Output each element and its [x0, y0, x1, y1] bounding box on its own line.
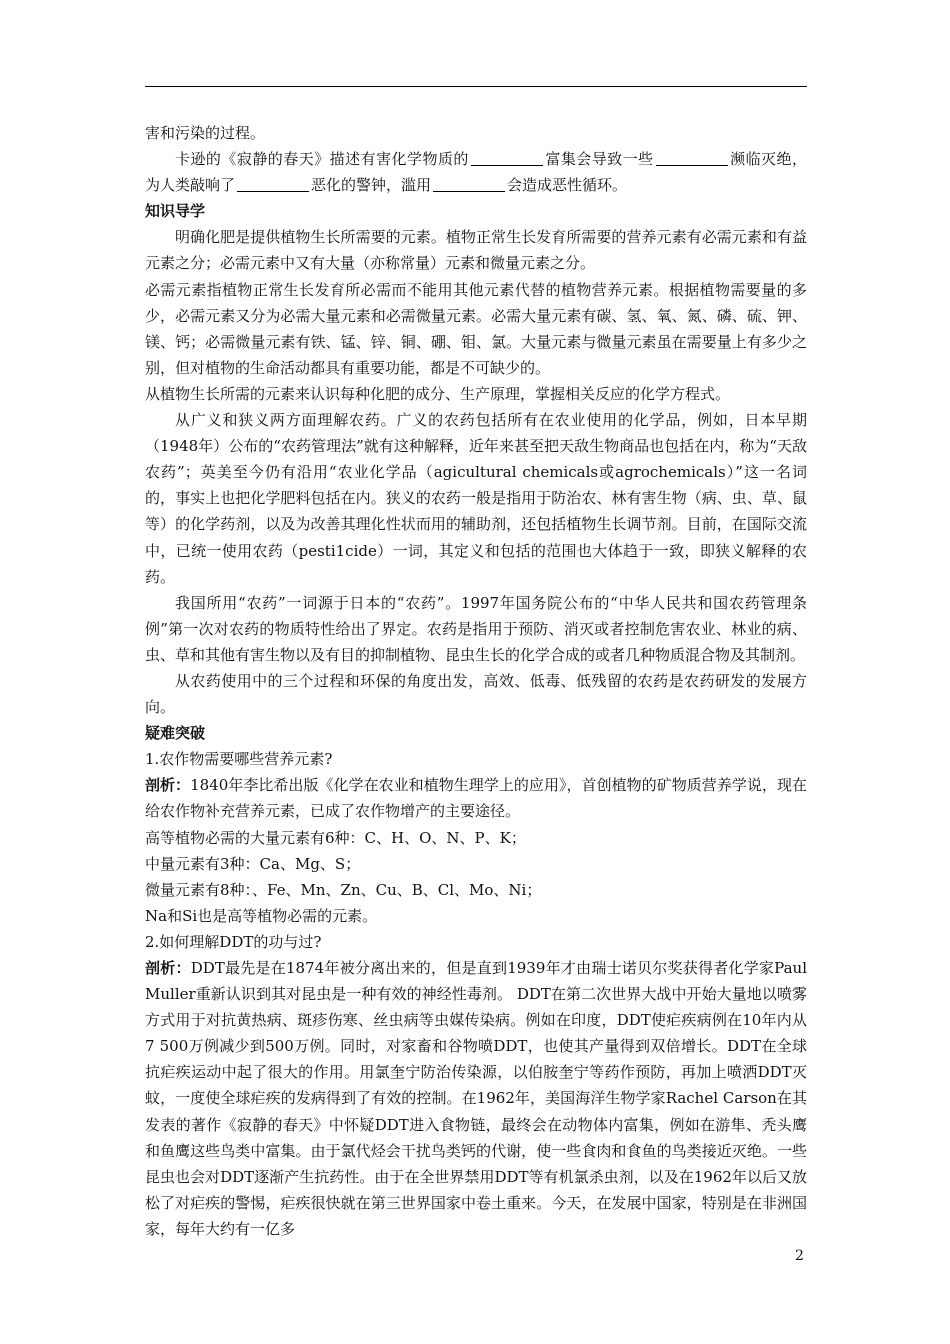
blank-1[interactable]: [471, 150, 543, 166]
paragraph-pesticide-origin: 我国所用“农药”一词源于日本的“农药”。1997年国务院公布的“中华人民共和国农药管理条例”第一次对农药的物质特性给出了界定。农药是指用于预防、消灭或者控制危害农业、林业的病、虫、草和其他有害生物以及有目的抑制植物、昆虫生长的化学合成的或者几种物质混合物及其制剂。: [145, 593, 807, 664]
list-line-macro-elements: 高等植物必需的大量元素有6种：C、H、O、N、P、K；: [145, 828, 526, 847]
question-1: 1.农作物需要哪些营养元素?: [145, 750, 333, 769]
paragraph-continuation: 害和污染的过程。: [145, 124, 266, 142]
section-heading-difficulties: 疑难突破: [145, 724, 206, 743]
fill-in-blank-paragraph: 卡逊的《寂静的春天》描述有害化学物质的 富集会导致一些 濒临灭绝，为人类敲响了 恶化的警钟，滥用 会造成恶性循环。: [145, 150, 807, 195]
blank-4[interactable]: [433, 176, 505, 192]
page-number: 2: [795, 1248, 804, 1264]
blank-2[interactable]: [656, 150, 728, 166]
paragraph-fertilizer-elements: 明确化肥是提供植物生长所需要的元素。植物正常生长发育所需要的营养元素有必需元素和有益元素之分；必需元素中又有大量（亦称常量）元素和微量元素之分。: [145, 228, 807, 273]
body-text: [145, 120, 807, 1242]
paragraph-pesticide-definition: 从广义和狭义两方面理解农药。广义的农药包括所有在农业使用的化学品，例如，日本早期（1948年）公布的“农药管理法”就有这种解释，近年来甚至把天敌生物商品也包括在内，称为“天敌农药”；英美至今仍有沿用“农业化学品（agicultural chemicals或agrochemicals）”这一名词的，事实上也把化学肥料包括在内。狭义的农药一般是指用于防治农、林有害生物（病、虫、草、鼠等）的化学药剂，以及为改善其理化性状而用的辅助剂，还包括植物生长调节剂。目前，在国际交流中，已统一使用农药（pesti1cide）一词，其定义和包括的范围也大体趋于一致，即狭义解释的农药。: [145, 411, 807, 586]
analysis-label: 剖析：: [145, 776, 191, 795]
paragraph-essential-elements: 必需元素指植物正常生长发育所必需而不能用其他元素代替的植物营养元素。根据植物需要量的多少，必需元素又分为必需大量元素和必需微量元素。必需大量元素有碳、氢、氧、氮、磷、硫、钾、镁、钙；必需微量元素有铁、锰、锌、铜、硼、钼、氯。大量元素与微量元素虽在需要量上有多少之别，但对植物的生命活动都具有重要功能，都是不可缺少的。: [145, 280, 807, 377]
list-line-na-si: Na和Si也是高等植物必需的元素。: [145, 906, 378, 925]
header-rule: [145, 86, 807, 87]
question-2: 2.如何理解DDT的功与过?: [145, 932, 322, 951]
answer-2: 剖析：DDT最先是在1874年被分离出来的，但是直到1939年才由瑞士诺贝尔奖获得者化学家Paul Muller重新认识到其对昆虫是一种有效的神经性毒剂。 DDT在第二次世界大战中开始大量地以喷雾方式用于对抗黄热病、斑疹伤寒、丝虫病等虫媒传染病。例如在印度，DDT使疟疾病例在10年内从7 500万例减少到500万例。同时，对家畜和谷物喷DDT，也使其产量得到双倍增长。DDT在全球抗疟疾运动中起了很大的作用。用氯奎宁防治传染源，以伯胺奎宁等药作预防，再加上喷洒DDT灭蚊，一度使全球疟疾的发病得到了有效的控制。在1962年，美国海洋生物学家Rachel Carson在其发表的著作《寂静的春天》中怀疑DDT进入食物链，最终会在动物体内富集，例如在游隼、秃头鹰和鱼鹰这些鸟类中富集。由于氯代烃会干扰鸟类钙的代谢，使一些食肉和食鱼的鸟类接近灭绝。一些昆虫也会对DDT逐渐产生抗药性。由于在全世界禁用DDT等有机氯杀虫剂，以及在1962年以后又放松了对疟疾的警惕，疟疾很快就在第三世界国家中卷土重来。今天，在发展中国家，特别是在非洲国家，每年大约有一亿多: [145, 959, 807, 1238]
analysis-label: 剖析：: [145, 959, 191, 977]
list-line-micro-elements: 微量元素有8种：、Fe、Mn、Zn、Cu、B、Cl、Mo、Ni；: [145, 880, 542, 899]
blank-3[interactable]: [237, 176, 309, 192]
answer-1: 剖析：1840年李比希出版《化学在农业和植物生理学上的应用》，首创植物的矿物质营养学说，现在给农作物补充营养元素，已成了农作物增产的主要途径。: [145, 776, 807, 821]
section-heading-knowledge-guide: 知识导学: [145, 202, 206, 221]
paragraph-fertilizer-composition: 从植物生长所需的元素来认识每种化肥的成分、生产原理，掌握相关反应的化学方程式。: [145, 384, 731, 403]
paragraph-pesticide-direction: 从农药使用中的三个过程和环保的角度出发，高效、低毒、低残留的农药是农药研发的发展方向。: [145, 671, 807, 717]
list-line-medium-elements: 中量元素有3种：Ca、Mg、S；: [145, 854, 361, 873]
